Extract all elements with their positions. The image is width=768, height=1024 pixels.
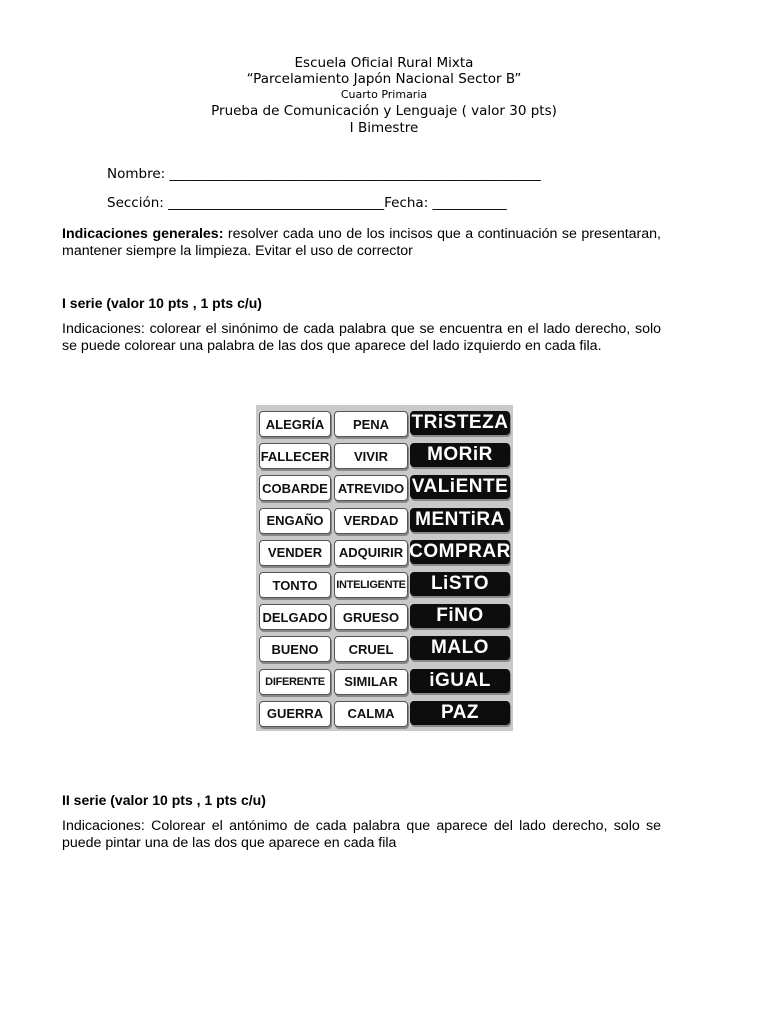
general-instructions-text: resolver cada uno de los incisos que a continuación se presentaran, mantener siempre la limpieza. Evitar el uso de corrector [62,226,661,259]
option-word-right: GRUESO [334,604,408,630]
general-instructions-label: Indicaciones generales: [62,226,224,242]
option-word-left: BUENO [259,636,331,662]
school-location: “Parcelamiento Japón Nacional Sector B” [246,71,522,87]
target-word: FiNO [410,604,510,628]
option-word-right: VERDAD [334,508,408,534]
option-word-right: ADQUIRIR [334,540,408,566]
option-word-left: VENDER [259,540,331,566]
target-word: iGUAL [410,669,510,693]
series2-title: II serie (valor 10 pts , 1 pts c/u) [62,792,266,808]
series2-instructions: Indicaciones: Colorear el antónimo de cada palabra que aparece del lado derecho, solo se puede pintar una de las dos que aparece en cada fila [62,818,661,851]
option-word-right: INTELIGENTE [334,572,408,598]
section-date-line: Sección: ________________________________Fecha: ___________ [107,195,507,211]
school-name: Escuela Oficial Rural Mixta [294,55,474,71]
target-word: COMPRAR [409,540,511,562]
target-word: LiSTO [410,572,510,596]
grade-label: Cuarto Primaria [340,88,428,101]
option-word-left: ALEGRÍA [259,411,331,437]
option-word-left: DIFERENTE [259,669,331,695]
option-word-left: GUERRA [259,701,331,727]
option-word-right: CRUEL [334,636,408,662]
option-word-right: PENA [334,411,408,437]
target-word: TRiSTEZA [411,412,509,433]
option-word-right: SIMILAR [334,669,408,695]
series1-instructions: Indicaciones: colorear el sinónimo de cada palabra que se encuentra en el lado derecho, solo se puede colorear una palabra de las dos que aparece del lado izquierdo en cada fila. [62,321,661,354]
target-word: VALiENTE [411,476,509,498]
target-word: MORiR [410,443,510,467]
target-word: MENTiRA [410,508,510,532]
target-word: PAZ [410,701,510,725]
period-label: I Bimestre [349,120,419,136]
option-word-left: DELGADO [259,604,331,630]
option-word-right: VIVIR [334,443,408,469]
synonym-worksheet-image [256,405,513,731]
series1-title: I serie (valor 10 pts , 1 pts c/u) [62,295,262,311]
option-word-left: ENGAÑO [259,508,331,534]
option-word-left: FALLECER [259,443,331,469]
option-word-left: TONTO [259,572,331,598]
name-field-line: Nombre: _______________________________________________________ [107,166,541,182]
general-instructions [62,226,661,260]
target-word: MALO [410,636,510,660]
option-word-right: ATREVIDO [334,475,408,501]
test-title: Prueba de Comunicación y Lenguaje ( valor 30 pts) [211,103,557,119]
option-word-right: CALMA [334,701,408,727]
option-word-left: COBARDE [259,475,331,501]
